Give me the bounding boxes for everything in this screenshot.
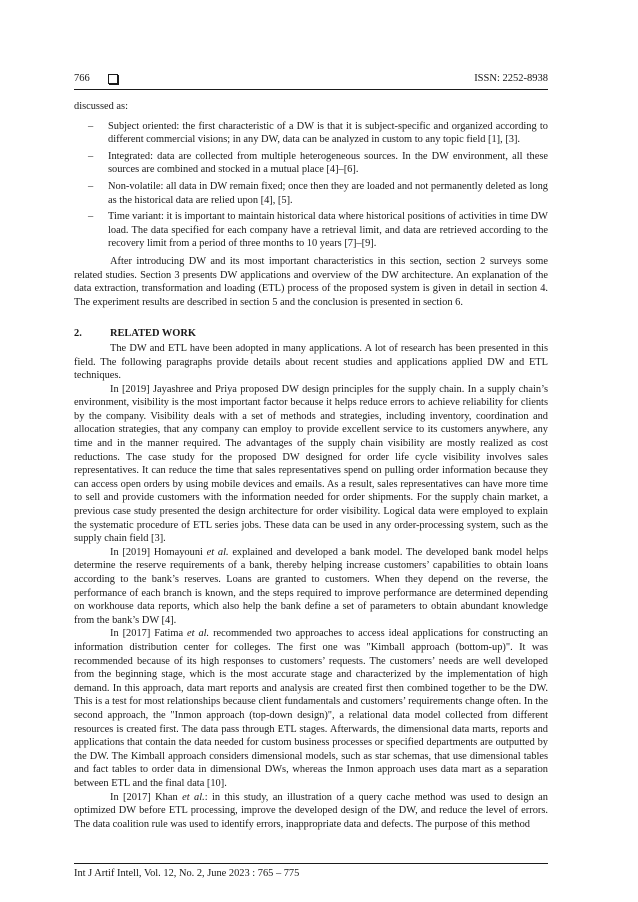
paragraph: In [2019] Jayashree and Priya proposed DW design principles for the supply chain. In a supply chain’s environment, visibility is the most important factor because it helps reduce errors to achieve reliability for clients by the company. Visibility deals with a set of methods and strategies, including inventory, coordination and allocation strategies, that any company can employ to provide excellent service to its customers anywhere, any time and in the manner required. The advantages of the supply chain visibility are mostly realized as cost reductions. The case study for the proposed DW designed for order life cycle visibility involves sales representatives. It can reduce the time that sales representatives spend on pulling order information because they can access open orders by using mobile devices and emails. As a result, sales representatives can have more time to sell and provide customers with the information needed for order shipments. For the supply chain market, a previous case study presented the design architecture for order visibility. Logical data were employed to explain the systematic procedure of ETL series jobs. These data can be used in any order-processing system, such as the supply chain field [3]. — [74, 383, 548, 545]
list-item — [74, 180, 548, 207]
paragraph: The DW and ETL have been adopted in many applications. A lot of research has been presented in this field. The following paragraphs provide details about recent studies and applications applied DW and ETL techniques. — [74, 342, 548, 382]
dash-bullet: – — [88, 211, 94, 223]
paragraph — [74, 627, 548, 790]
dash-bullet: – — [88, 150, 94, 162]
dash-bullet: – — [88, 180, 94, 192]
section-number: 2. — [74, 328, 82, 340]
list-item-text: Integrated: data are collected from multiple heterogeneous sources. In the DW environment, all these sources are combined and stocked in a mutual place [4]–[6]. — [108, 150, 548, 176]
footer-rule — [74, 863, 548, 864]
paragraph-text: : in this study, an illustration of a query cache method was used to design an optimized DW before ETL processing, improve the developed design of the DW, and reduce the level of errors. The data coalition rule was used to identify errors, inappropriate data and defects. The purpose of this method — [74, 791, 548, 830]
emphasis-text: et al. — [182, 791, 205, 803]
page-header — [74, 73, 548, 84]
page-number: 766 — [74, 73, 90, 84]
dash-bullet: – — [88, 120, 94, 132]
list-item-text: Time variant: it is important to maintain historical data where historical positions of activities in time DW load. The data specified for each company have a retrieval limit, and data are retrieved according to the recovery limit from a period of three months to 10 years [7]–[9]. — [108, 211, 548, 250]
body-text — [74, 100, 548, 831]
section-title: RELATED WORK — [110, 328, 196, 340]
emphasis-text: et al. — [206, 546, 229, 558]
paragraph-text: explained and developed a bank model. The developed bank model helps determine the reserve requirements of a bank, thereby helping increase customers’ capabilities to obtain loans according to the bank’s reserves. Loans are granted to customers. When they depend on the reverse, the performance of each branch is known, and the steps required to improve performance are determined depending on workhouse data reports, which also help the bank define a set of parameters to obtain abundant knowledge from the bank’s DW [4]. — [74, 546, 548, 626]
paragraph-text: In [2019] Homayouni — [110, 546, 207, 558]
square-box-icon — [108, 74, 118, 84]
paragraph-text: In [2017] Fatima — [110, 628, 188, 640]
list-item — [74, 150, 548, 177]
list-item — [74, 210, 548, 251]
paragraph — [74, 546, 548, 628]
characteristics-list — [74, 120, 548, 251]
emphasis-text: et al. — [187, 628, 210, 640]
paragraph: After introducing DW and its most important characteristics in this section, section 2 surveys some related studies. Section 3 presents DW applications and overview of the DW architecture. An explanation of the data extraction, transformation and loading (ETL) process of the proposed system is given in detail in section 4. The experiment results are described in section 5 and the conclusion is presented in section 6. — [74, 255, 548, 308]
page-footer: Int J Artif Intell, Vol. 12, No. 2, June 2023 : 765 – 775 — [74, 868, 300, 879]
list-item — [74, 120, 548, 147]
list-item-text: Non-volatile: all data in DW remain fixed; once then they are loaded and not permanently deleted as long as the historical data are relied upon [4], [5]. — [108, 180, 548, 206]
header-rule — [74, 89, 548, 90]
paragraph-text: recommended two approaches to access ideal applications for constructing an information distribution center for colleges. The first one was "Kimball approach (bottom-up)". It was recommended because of its high responses to customers’ requests. The customers’ needs are well developed from the beginning stage, which is the most accurate stage and characterized by the implementation of high demand. In this approach, data mart reports and analysis are created first then combined together to be the DW. This is a test for most relationships because client fundamentals and customers’ requirements change often. In the second approach, the "Inmon approach (top-down design)", a relational data model collected from different resources is created first. The data pass through ETL stages. Afterwards, the dimensional data marts, reports and applications that contain the data needed for custom business processes or specified departments are outputted by the DW. The Kimball approach considers dimensional models, such as star schemas, that use dimensional tables and fact tables to order data in dimensional DWs, whereas the Inmon approach uses data mart as a separation between ETL and the final data [10]. — [74, 628, 549, 789]
paragraph-text: In [2017] Khan — [110, 791, 183, 803]
intro-line: discussed as: — [74, 101, 128, 112]
paragraph — [74, 791, 548, 832]
section-heading — [74, 327, 548, 341]
issn-label: ISSN: 2252-8938 — [474, 73, 548, 84]
list-item-text: Subject oriented: the first characteristic of a DW is that it is subject-specific and organized according to different commercial visions; in any DW, data can be analyzed in custom to any topic field [1], [3]. — [108, 120, 548, 146]
